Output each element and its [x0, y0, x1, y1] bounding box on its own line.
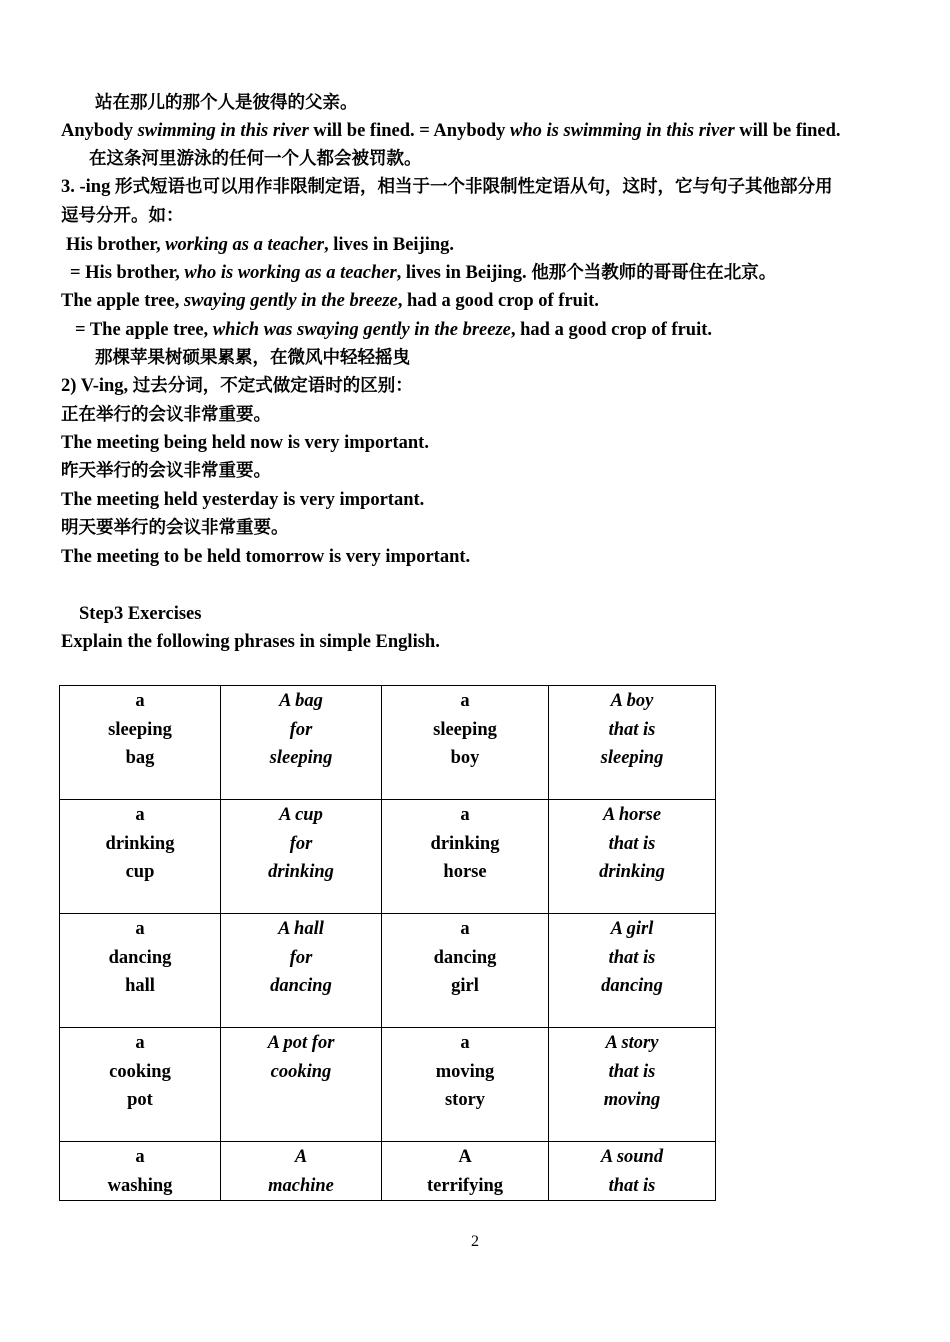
- table-cell: [60, 1142, 221, 1201]
- table-cell: [221, 1142, 382, 1201]
- text-line: [61, 628, 440, 656]
- cell-text: moving: [603, 1090, 661, 1111]
- text-line: [61, 429, 429, 457]
- table-cell: [221, 800, 382, 914]
- text-segment: , lives in Beijing.: [324, 235, 455, 255]
- text-segment: Explain the following phrases in simple English.: [61, 632, 440, 652]
- cell-text: dancing: [433, 947, 497, 968]
- text-segment: will be fined. = Anybody: [308, 121, 511, 141]
- cell-text: A: [294, 1147, 308, 1167]
- cell-text: a: [460, 1033, 470, 1053]
- italic-phrase: swaying gently in the breeze: [183, 291, 398, 311]
- table-cell: [549, 1028, 716, 1142]
- cell-text: pot: [127, 1090, 153, 1111]
- table-cell: [60, 1028, 221, 1142]
- text-segment: 站在那儿的那个人是彼得的父亲。: [95, 93, 358, 113]
- page-number: 2: [471, 1233, 479, 1250]
- cell-text: that is: [608, 947, 656, 968]
- cell-text: for: [289, 947, 313, 968]
- text-segment: Anybody: [61, 121, 138, 141]
- cell-text: a: [135, 805, 145, 825]
- text-line: [61, 287, 599, 315]
- text-segment: will be fined.: [734, 121, 841, 141]
- cell-text: that is: [608, 1061, 656, 1082]
- cell-text: drinking: [268, 862, 334, 883]
- cell-text: that is: [608, 1175, 656, 1196]
- text-line: [79, 600, 201, 628]
- italic-phrase: who is working as a teacher: [184, 263, 397, 283]
- table-cell: [382, 686, 549, 800]
- table-cell: [60, 914, 221, 1028]
- text-line: [61, 457, 271, 485]
- cell-text: a: [135, 691, 145, 711]
- cell-text: a: [135, 919, 145, 939]
- text-line: [95, 89, 358, 117]
- text-segment: , lives in Beijing.: [396, 263, 532, 283]
- table-cell: [549, 914, 716, 1028]
- table-cell: [382, 1028, 549, 1142]
- text-line: [61, 173, 832, 201]
- cell-text: that is: [608, 719, 656, 740]
- cell-text: dancing: [108, 947, 172, 968]
- cell-text: A bag: [279, 691, 323, 711]
- text-line: [95, 344, 410, 372]
- text-line: [61, 514, 289, 542]
- cell-text: A girl: [610, 919, 654, 939]
- text-line: [61, 486, 424, 514]
- text-segment: 他那个当教师的哥哥住在北京。: [531, 263, 777, 283]
- text-line: [61, 372, 413, 400]
- italic-phrase: who is swimming in this river: [510, 121, 735, 141]
- text-segment: 明天要举行的会议非常重要。: [61, 518, 289, 538]
- table-cell: [549, 686, 716, 800]
- text-segment: = The apple tree,: [75, 320, 213, 340]
- cell-text: terrifying: [426, 1175, 504, 1196]
- text-segment: , had a good crop of fruit.: [397, 291, 599, 311]
- cell-text: drinking: [599, 862, 665, 883]
- text-segment: 形式短语也可以用作非限制定语，相当于一个非限制性定语从句，这时，它与句子其他部分用: [114, 177, 833, 197]
- table-row: [60, 914, 716, 1028]
- cell-text: drinking: [105, 833, 175, 854]
- table-row: [60, 1028, 716, 1142]
- italic-phrase: working as a teacher: [165, 235, 325, 255]
- cell-text: for: [289, 719, 313, 740]
- cell-text: a: [135, 1147, 145, 1167]
- cell-text: a: [460, 919, 470, 939]
- cell-text: cooking: [270, 1061, 332, 1082]
- cell-text: machine: [268, 1175, 334, 1196]
- table-row: [60, 686, 716, 800]
- cell-text: sleeping: [108, 719, 172, 740]
- text-segment: Step3 Exercises: [79, 604, 202, 624]
- cell-text: dancing: [601, 976, 663, 997]
- cell-text: A horse: [602, 805, 662, 825]
- table-cell: [221, 686, 382, 800]
- text-segment: The meeting held yesterday is very important.: [61, 490, 425, 510]
- text-segment: His brother,: [66, 235, 166, 255]
- cell-text: A cup: [279, 805, 323, 825]
- exercise-table: [59, 685, 716, 1201]
- text-segment: = His brother,: [70, 263, 185, 283]
- cell-text: cooking: [109, 1061, 171, 1082]
- cell-text: A pot for: [267, 1033, 335, 1053]
- text-segment: The meeting being held now is very important.: [61, 433, 429, 453]
- table-cell: [60, 800, 221, 914]
- text-segment: 在这条河里游泳的任何一个人都会被罚款。: [89, 149, 422, 169]
- cell-text: A hall: [278, 919, 324, 939]
- cell-text: for: [289, 833, 313, 854]
- text-segment: 昨天举行的会议非常重要。: [61, 461, 271, 481]
- text-segment: The meeting to be held tomorrow is very important.: [61, 547, 471, 567]
- cell-text: dancing: [270, 976, 332, 997]
- cell-text: horse: [443, 862, 487, 883]
- cell-text: cup: [125, 862, 155, 883]
- text-line: [66, 231, 454, 259]
- cell-text: sleeping: [269, 748, 333, 769]
- text-segment: 正在举行的会议非常重要。: [61, 405, 271, 425]
- text-line: [75, 316, 712, 344]
- text-segment: 那棵苹果树硕果累累，在微风中轻轻摇曳: [95, 348, 410, 368]
- text-segment: 过去分词，不定式做定语时的区别：: [132, 376, 413, 396]
- text-line: [89, 145, 422, 173]
- table-cell: [60, 686, 221, 800]
- table-cell: [221, 1028, 382, 1142]
- table-row: [60, 1142, 716, 1201]
- cell-text: washing: [107, 1175, 173, 1196]
- table-cell: [549, 800, 716, 914]
- text-segment: , had a good crop of fruit.: [510, 320, 713, 340]
- text-segment: 逗号分开。如：: [61, 206, 184, 226]
- cell-text: A sound: [600, 1147, 664, 1167]
- text-segment: The apple tree,: [61, 291, 184, 311]
- cell-text: hall: [125, 976, 155, 997]
- cell-text: a: [460, 805, 470, 825]
- cell-text: A story: [605, 1033, 659, 1053]
- cell-text: sleeping: [600, 748, 664, 769]
- table-row: [60, 800, 716, 914]
- cell-text: story: [444, 1090, 486, 1111]
- text-line: [61, 117, 841, 145]
- italic-phrase: swimming in this river: [137, 121, 309, 141]
- table-cell: [382, 800, 549, 914]
- italic-phrase: which was swaying gently in the breeze: [212, 320, 511, 340]
- text-line: [61, 202, 184, 230]
- table-cell: [382, 914, 549, 1028]
- cell-text: girl: [451, 976, 479, 997]
- text-segment: 2) V-ing,: [61, 376, 133, 396]
- cell-text: sleeping: [433, 719, 497, 740]
- cell-text: a: [135, 1033, 145, 1053]
- text-line: [61, 401, 271, 429]
- text-line: [61, 543, 470, 571]
- cell-text: bag: [125, 748, 155, 769]
- cell-text: boy: [450, 748, 480, 769]
- cell-text: drinking: [430, 833, 500, 854]
- text-line: [70, 259, 776, 287]
- text-segment: 3. -ing: [61, 177, 115, 197]
- table-cell: [382, 1142, 549, 1201]
- table-cell: [549, 1142, 716, 1201]
- cell-text: A boy: [610, 691, 654, 711]
- cell-text: a: [460, 691, 470, 711]
- table-cell: [221, 914, 382, 1028]
- cell-text: moving: [435, 1061, 495, 1082]
- cell-text: that is: [608, 833, 656, 854]
- cell-text: A: [458, 1147, 472, 1167]
